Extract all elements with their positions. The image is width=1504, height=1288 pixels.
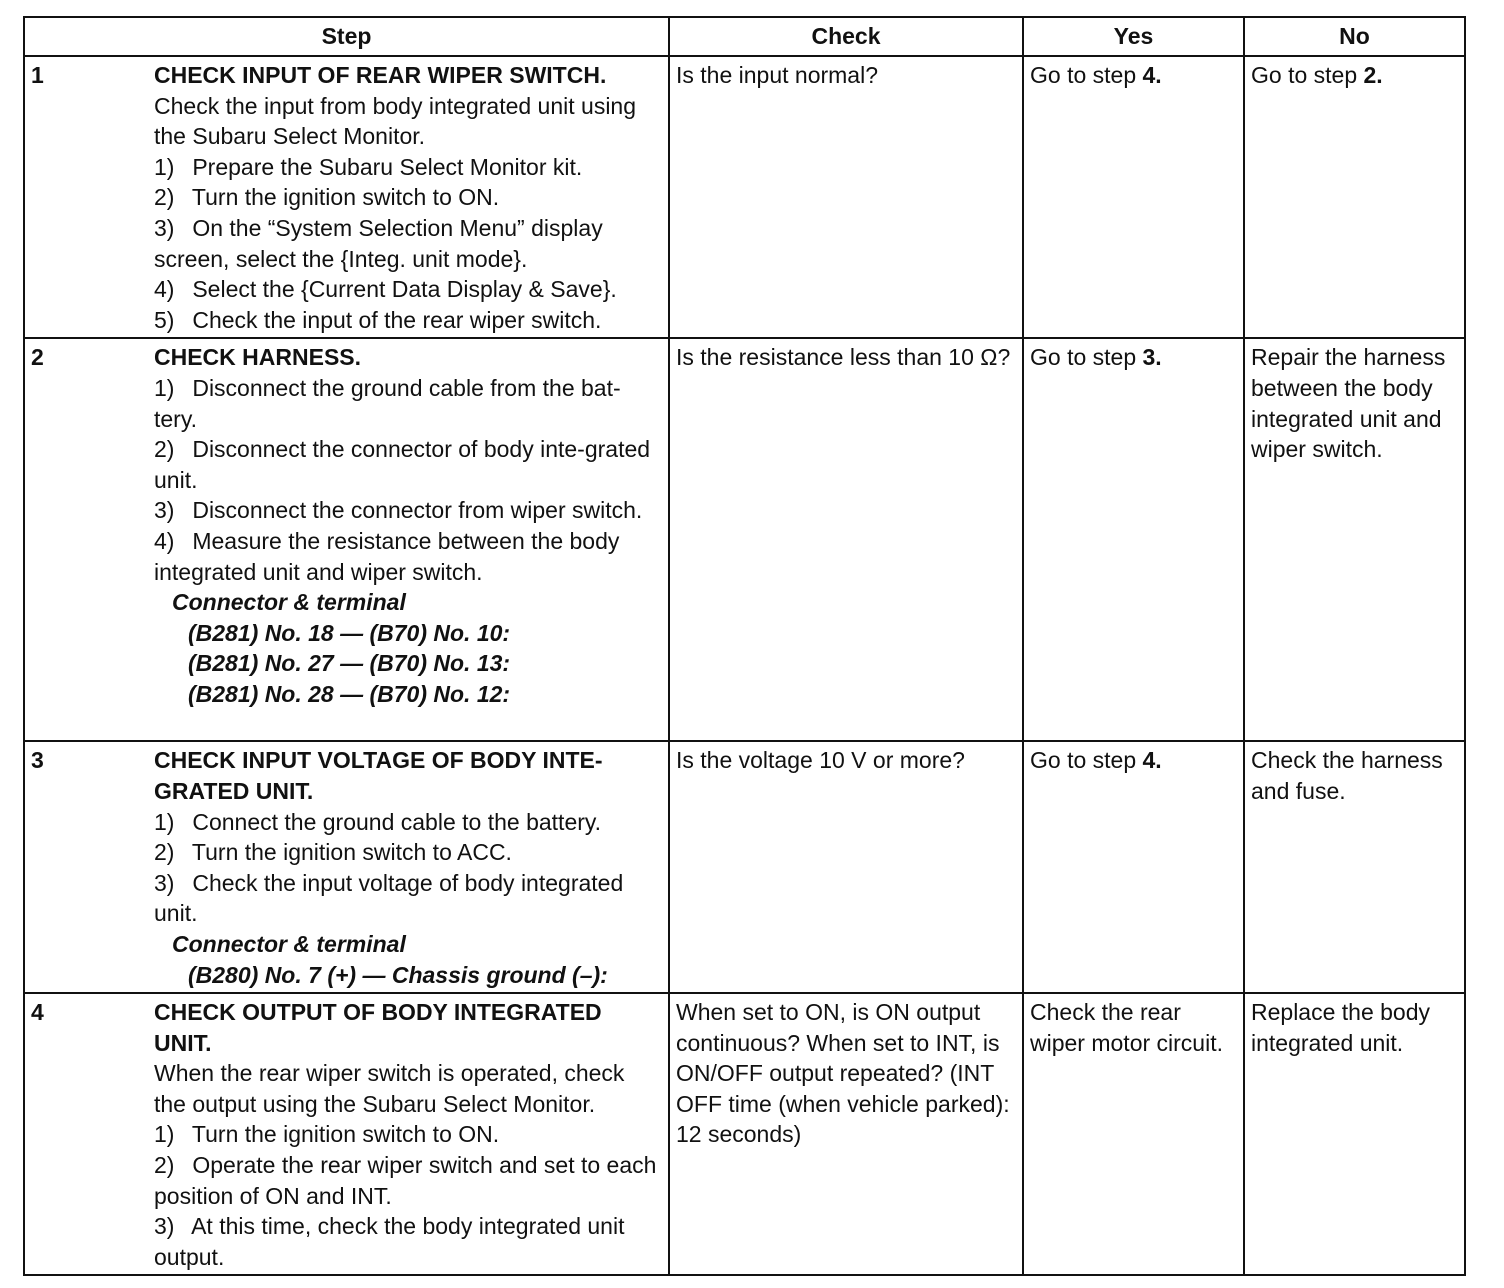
- step-line: 2) Operate the rear wiper switch and set to each position of ON and INT.: [154, 1152, 657, 1209]
- step-title: CHECK HARNESS.: [154, 344, 362, 371]
- yes-cell: [1023, 741, 1244, 993]
- no-step-ref: 2.: [1363, 62, 1383, 88]
- header-check: Check: [669, 17, 1023, 56]
- step-line: 3) On the “System Selection Menu” display screen, select the {Integ. unit mode}.: [154, 214, 603, 272]
- step-line: 3) Disconnect the connector from wiper switch.: [154, 497, 643, 524]
- no-cell: [1244, 338, 1465, 741]
- step-line: 5) Check the input of the rear wiper switch.: [154, 306, 602, 333]
- step-line: 4) Measure the resistance between the body integrated unit and wiper switch.: [154, 527, 620, 585]
- diagnostic-table: [23, 16, 1466, 1276]
- table-row: [24, 338, 1465, 741]
- check-cell: Is the voltage 10 V or more?: [669, 741, 1023, 993]
- yes-text: Go to step: [1030, 747, 1143, 774]
- table-row: [24, 993, 1465, 1275]
- step-cell: [148, 993, 669, 1275]
- connector-heading: Connector & terminal: [172, 930, 406, 957]
- yes-text: Go to step: [1030, 62, 1143, 88]
- step-line: 1) Turn the ignition switch to ON.: [154, 1121, 500, 1148]
- step-number: 4: [24, 993, 148, 1275]
- header-step: Step: [24, 17, 669, 56]
- no-text: Repair the harness between the body integrated unit and wiper switch.: [1251, 344, 1446, 463]
- header-row: [24, 17, 1465, 56]
- check-cell: Is the input normal?: [669, 56, 1023, 338]
- step-line: 2) Turn the ignition switch to ACC.: [154, 839, 512, 866]
- yes-cell: [1023, 993, 1244, 1275]
- step-cell: [148, 338, 669, 741]
- step-line: 1) Connect the ground cable to the battery.: [154, 808, 602, 835]
- no-cell: [1244, 741, 1465, 993]
- step-title: CHECK INPUT OF REAR WIPER SWITCH.: [154, 62, 607, 88]
- table-row: [24, 741, 1465, 993]
- step-line: 3) Check the input voltage of body integrated unit.: [154, 869, 624, 927]
- table-row: [24, 56, 1465, 338]
- step-number: 2: [24, 338, 148, 741]
- step-number: 1: [24, 56, 148, 338]
- step-number: 3: [24, 741, 148, 993]
- step-title: CHECK INPUT VOLTAGE OF BODY INTE-GRATED UNIT.: [154, 747, 603, 804]
- check-cell: Is the resistance less than 10 Ω?: [669, 338, 1023, 741]
- yes-step-ref: 4.: [1142, 747, 1162, 774]
- step-line: Check the input from body integrated unit using the Subaru Select Monitor.: [154, 92, 637, 150]
- connector-terminal: (B281) No. 27 — (B70) No. 13:: [188, 650, 511, 677]
- step-line: 4) Select the {Current Data Display & Save}.: [154, 276, 617, 303]
- no-text: Replace the body integrated unit.: [1251, 999, 1431, 1056]
- no-cell: [1244, 993, 1465, 1275]
- header-yes: Yes: [1023, 17, 1244, 56]
- header-no: No: [1244, 17, 1465, 56]
- yes-text: Go to step: [1030, 344, 1143, 371]
- step-cell: [148, 56, 669, 338]
- step-line: 1) Disconnect the ground cable from the bat-tery.: [154, 374, 621, 432]
- yes-cell: [1023, 338, 1244, 741]
- step-title: CHECK OUTPUT OF BODY INTEGRATED UNIT.: [154, 999, 602, 1056]
- connector-terminal: (B281) No. 18 — (B70) No. 10:: [188, 619, 511, 646]
- step-line: 3) At this time, check the body integrated unit output.: [154, 1213, 625, 1270]
- no-cell: [1244, 56, 1465, 338]
- connector-terminal: (B281) No. 28 — (B70) No. 12:: [188, 680, 511, 707]
- no-text: Check the harness and fuse.: [1251, 747, 1443, 804]
- step-line: 2) Turn the ignition switch to ON.: [154, 184, 500, 211]
- yes-text: Check the rear wiper motor circuit.: [1030, 999, 1223, 1056]
- yes-step-ref: 4.: [1142, 62, 1162, 88]
- step-line: When the rear wiper switch is operated, check the output using the Subaru Select Monitor.: [154, 1060, 625, 1117]
- step-cell: [148, 741, 669, 993]
- step-line: 2) Disconnect the connector of body inte-grated unit.: [154, 436, 651, 493]
- yes-cell: [1023, 56, 1244, 338]
- no-text: Go to step: [1251, 62, 1364, 88]
- step-line: 1) Prepare the Subaru Select Monitor kit.: [154, 153, 583, 180]
- connector-heading: Connector & terminal: [172, 589, 406, 616]
- yes-step-ref: 3.: [1142, 344, 1162, 371]
- check-cell: When set to ON, is ON output continuous? When set to INT, is ON/OFF output repeated? (INT OFF time (when vehicle parked): 12 seconds): [669, 993, 1023, 1275]
- connector-terminal: (B280) No. 7 (+) — Chassis ground (–):: [188, 961, 608, 988]
